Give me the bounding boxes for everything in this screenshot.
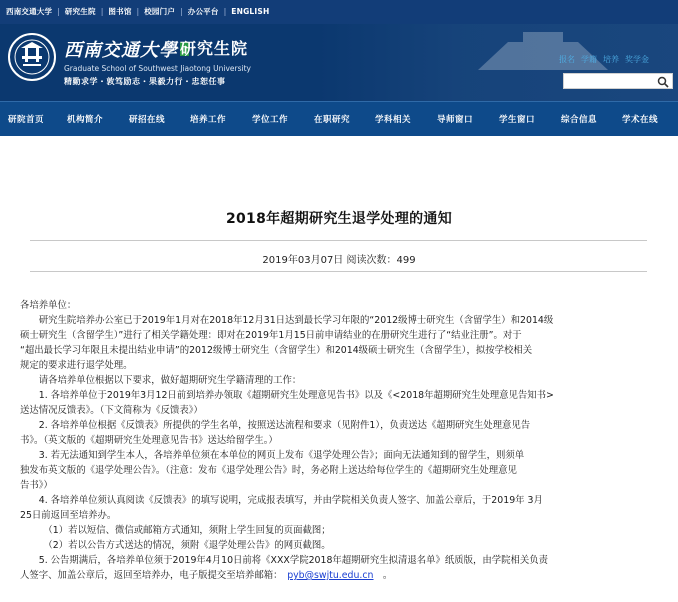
quick-link-scholarship[interactable]: 奖学金 [625, 55, 649, 64]
top-utility-bar [0, 0, 678, 25]
body-line: 硕士研究生（含留学生）”进行了相关学籍处理：即对在2019年1月15日前申请结业的在册研究生进行了“结业注册”。对于 [20, 330, 522, 341]
body-line: 3. 若无法通知到学生本人，各培养单位须在本单位的网页上发布《退学处理公告》；面向无法通知到的留学生，则须单 [20, 450, 525, 461]
article-body [20, 298, 660, 583]
nav-admissions[interactable]: 研招在线 [129, 115, 166, 125]
school-name-chinese[interactable] [64, 36, 193, 62]
search-input[interactable] [563, 73, 673, 89]
nav-in-service[interactable]: 在职研究 [314, 115, 351, 125]
top-link-english[interactable]: ENGLISH [231, 7, 270, 16]
top-link-separator: | [57, 7, 60, 16]
school-motto: 精勤求学・敦笃励志・果毅力行・忠恕任事 [64, 77, 226, 86]
body-line-last [20, 568, 660, 583]
main-navigation [0, 101, 678, 136]
training-office-email-link[interactable]: pyb@swjtu.edu.cn [287, 570, 374, 581]
body-line-suffix: 。 [373, 570, 393, 581]
school-name-english: Graduate School of Southwest Jiaotong University [64, 64, 251, 73]
body-line: （2）若以公告方式送达的情况，须附《退学处理公告》的网页截图。 [20, 540, 331, 551]
article-meta: 2019年03月07日 阅读次数：499 [262, 255, 416, 266]
quick-link-training[interactable]: 培养 [603, 55, 619, 64]
quick-links [559, 54, 655, 65]
body-line: 告书》） [20, 480, 53, 491]
body-line: 各培养单位： [20, 300, 77, 311]
graduate-school-name[interactable]: 研究生院 [180, 39, 249, 58]
nav-disciplines[interactable]: 学科相关 [375, 115, 412, 125]
body-line: 5. 公告期满后，各培养单位须于2019年4月10日前将《XXX学院2018年超期研究生拟清退名单》纸质版，由学院相关负责 [20, 555, 549, 566]
body-line: 2. 各培养单位根据《反馈表》所提供的学生名单，按照送达流程和要求（见附件1），负责送达《超期研究生处理意见告 [20, 420, 531, 431]
body-line: 规定的要求进行退学处理。 [20, 360, 133, 371]
nav-training[interactable]: 培养工作 [190, 115, 227, 125]
nav-supervisors[interactable]: 导师窗口 [437, 115, 474, 125]
body-line: 4. 各培养单位须认真阅读《反馈表》的填写说明，完成报表填写，并由学院相关负责人签字、加盖公章后，于2019年 3月 [20, 495, 543, 506]
site-header [0, 24, 678, 101]
title-divider [30, 240, 647, 241]
nav-students[interactable]: 学生窗口 [499, 115, 536, 125]
body-line: 研究生院培养办公室已于2019年1月对在2018年12月31日达到最长学习年限的“2012级博士研究生（含留学生）和2014级 [20, 315, 554, 326]
university-seal-logo[interactable] [7, 32, 57, 82]
top-link-campus-portal[interactable]: 校园门户 [144, 7, 176, 16]
body-line: 25日前返回至培养办。 [20, 510, 117, 521]
school-name-text: 西南交通大學 [64, 40, 178, 61]
top-link-separator: | [223, 7, 227, 16]
top-link-separator: | [136, 7, 140, 16]
top-link-separator: | [100, 7, 104, 16]
body-line: （1）若以短信、微信或邮箱方式通知，须附上学生回复的页面截图； [20, 525, 331, 536]
top-link-office-platform[interactable]: 办公平台 [187, 7, 219, 16]
body-line: 独发布英文版的《退学处理公告》。（注意：发布《退学处理公告》时，务必附上送达给每位学生的《超期研究生处理意见 [20, 465, 517, 476]
body-line-prefix: 人签字、加盖公章后，返回至培养办，电子版提交至培养邮箱： [20, 570, 288, 581]
nav-academic-online[interactable]: 学术在线 [622, 115, 659, 125]
top-link-separator: | [180, 7, 183, 16]
quick-link-enroll[interactable]: 报名 [559, 55, 575, 64]
building-silhouette [468, 32, 618, 72]
body-line: 送达情况反馈表》。（下文简称为《反馈表》） [20, 405, 203, 416]
nav-degree[interactable]: 学位工作 [252, 115, 289, 125]
nav-home[interactable]: 研院首页 [8, 115, 45, 125]
top-link-graduate-school[interactable]: 研究生院 [64, 7, 96, 16]
nav-general-info[interactable]: 综合信息 [561, 115, 598, 125]
article-title: 2018年超期研究生退学处理的通知 [225, 211, 453, 227]
body-line: 书》。（英文版的《超期研究生处理意见告书》送达给留学生。） [20, 435, 278, 446]
body-line: “超出最长学习年限且未提出结业申请”的2012级博士研究生（含留学生）和2014级硕士研究生（含留学生），拟按学校相关 [20, 345, 533, 356]
top-link-library[interactable]: 图书馆 [108, 7, 132, 16]
search-icon[interactable] [657, 76, 669, 88]
body-line: 1. 各培养单位于2019年3月12日前到培养办领取《超期研究生处理意见告书》以及《<2018年超期研究生处理意见告知书> [20, 390, 554, 401]
top-link-swjtu[interactable]: 西南交通大学 [6, 7, 53, 16]
body-line: 请各培养单位根据以下要求，做好超期研究生学籍清理的工作： [20, 375, 302, 386]
quick-link-status[interactable]: 学籍 [581, 55, 597, 64]
meta-divider [30, 271, 647, 272]
nav-about[interactable]: 机构简介 [67, 115, 104, 125]
top-links [6, 6, 269, 17]
